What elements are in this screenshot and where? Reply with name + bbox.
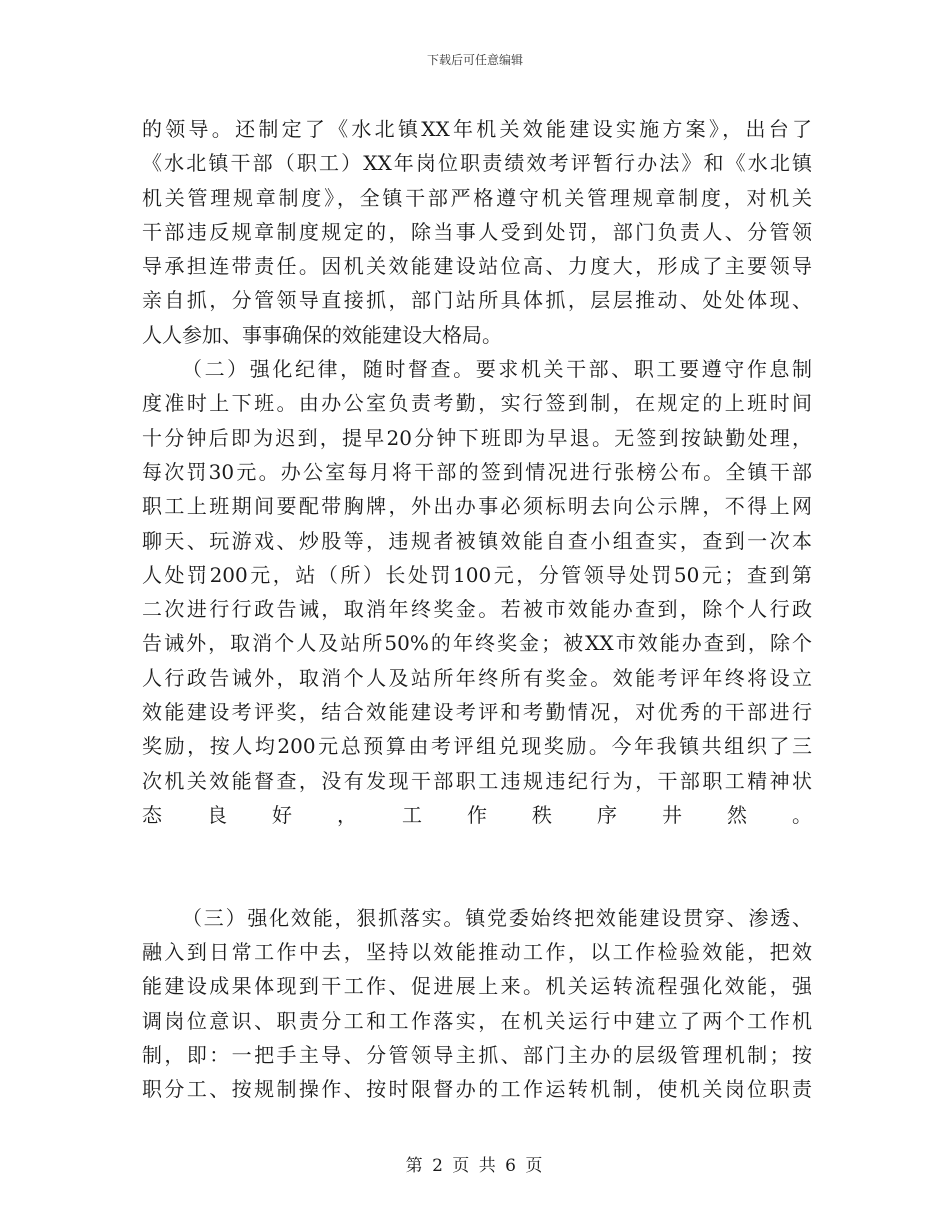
text-line: （二）强化纪律，随时督查。要求机关干部、职工要遵守作息制 bbox=[182, 357, 812, 382]
text-line: 导承担连带责任。因机关效能建设站位高、力度大，形成了主要领导 bbox=[142, 254, 812, 279]
text-line: 职工上班期间要配带胸牌，外出办事必须标明去向公示牌，不得上网 bbox=[142, 494, 812, 519]
text-line: 度准时上下班。由办公室负责考勤，实行签到制，在规定的上班时间 bbox=[142, 391, 812, 416]
paragraph-3 bbox=[142, 901, 812, 1107]
text-line: 人处罚200元，站（所）长处罚100元，分管领导处罚50元；查到第 bbox=[142, 562, 812, 587]
text-line: 调岗位意识、职责分工和工作落实，在机关运行中建立了两个工作机 bbox=[142, 1008, 812, 1033]
text-line bbox=[142, 832, 812, 866]
text-line: 职分工、按规制操作、按时限督办的工作运转机制，使机关岗位职责 bbox=[142, 1077, 812, 1102]
text-line: 干部违反规章制度规定的，除当事人受到处罚，部门负责人、分管领 bbox=[142, 219, 812, 244]
text-line: 态良好，工作秩序井然。 bbox=[142, 802, 812, 827]
text-line: 亲自抓，分管领导直接抓，部门站所具体抓，层层推动、处处体现、 bbox=[142, 288, 812, 313]
text-line: 人人参加、事事确保的效能建设大格局。 bbox=[142, 322, 502, 347]
paragraph-1 bbox=[142, 112, 812, 352]
text-line: 十分钟后即为迟到，提早20分钟下班即为早退。无签到按缺勤处理， bbox=[142, 425, 812, 450]
text-line: 《水北镇干部（职工）XX年岗位职责绩效考评暂行办法》和《水北镇 bbox=[142, 151, 812, 176]
text-line bbox=[142, 867, 812, 901]
text-line: （三）强化效能，狠抓落实。镇党委始终把效能建设贯穿、渗透、 bbox=[182, 905, 812, 930]
page-header: 下载后可任意编辑 bbox=[426, 53, 523, 67]
paragraph-2 bbox=[142, 352, 812, 901]
text-line: 奖励，按人均200元总预算由考评组兑现奖励。今年我镇共组织了三 bbox=[142, 734, 812, 759]
text-line: 的领导。还制定了《水北镇XX年机关效能建设实施方案》，出台了 bbox=[142, 117, 812, 141]
text-line: 融入到日常工作中去，坚持以效能推动工作，以工作检验效能，把效 bbox=[142, 940, 812, 965]
text-line: 效能建设考评奖，结合效能建设考评和考勤情况，对优秀的干部进行 bbox=[142, 700, 812, 725]
text-line: 聊天、玩游戏、炒股等，违规者被镇效能自查小组查实，查到一次本 bbox=[142, 528, 812, 553]
document-body bbox=[142, 112, 812, 1107]
page-number-footer: 第 2 页 共 6 页 bbox=[405, 1156, 545, 1176]
text-line: 每次罚30元。办公室每月将干部的签到情况进行张榜公布。全镇干部 bbox=[142, 459, 812, 484]
text-line: 二次进行行政告诫，取消年终奖金。若被市效能办查到，除个人行政 bbox=[142, 597, 812, 622]
text-line: 机关管理规章制度》，全镇干部严格遵守机关管理规章制度，对机关 bbox=[142, 185, 812, 210]
text-line: 告诫外，取消个人及站所50%的年终奖金；被XX市效能办查到，除个 bbox=[142, 631, 812, 656]
text-line: 能建设成果体现到干工作、促进展上来。机关运转流程强化效能，强 bbox=[142, 974, 812, 999]
text-line: 制，即：一把手主导、分管领导主抓、部门主办的层级管理机制；按 bbox=[142, 1043, 812, 1068]
text-line: 次机关效能督查，没有发现干部职工违规违纪行为，干部职工精神状 bbox=[142, 768, 812, 793]
text-line: 人行政告诫外，取消个人及站所年终所有奖金。效能考评年终将设立 bbox=[142, 665, 812, 690]
